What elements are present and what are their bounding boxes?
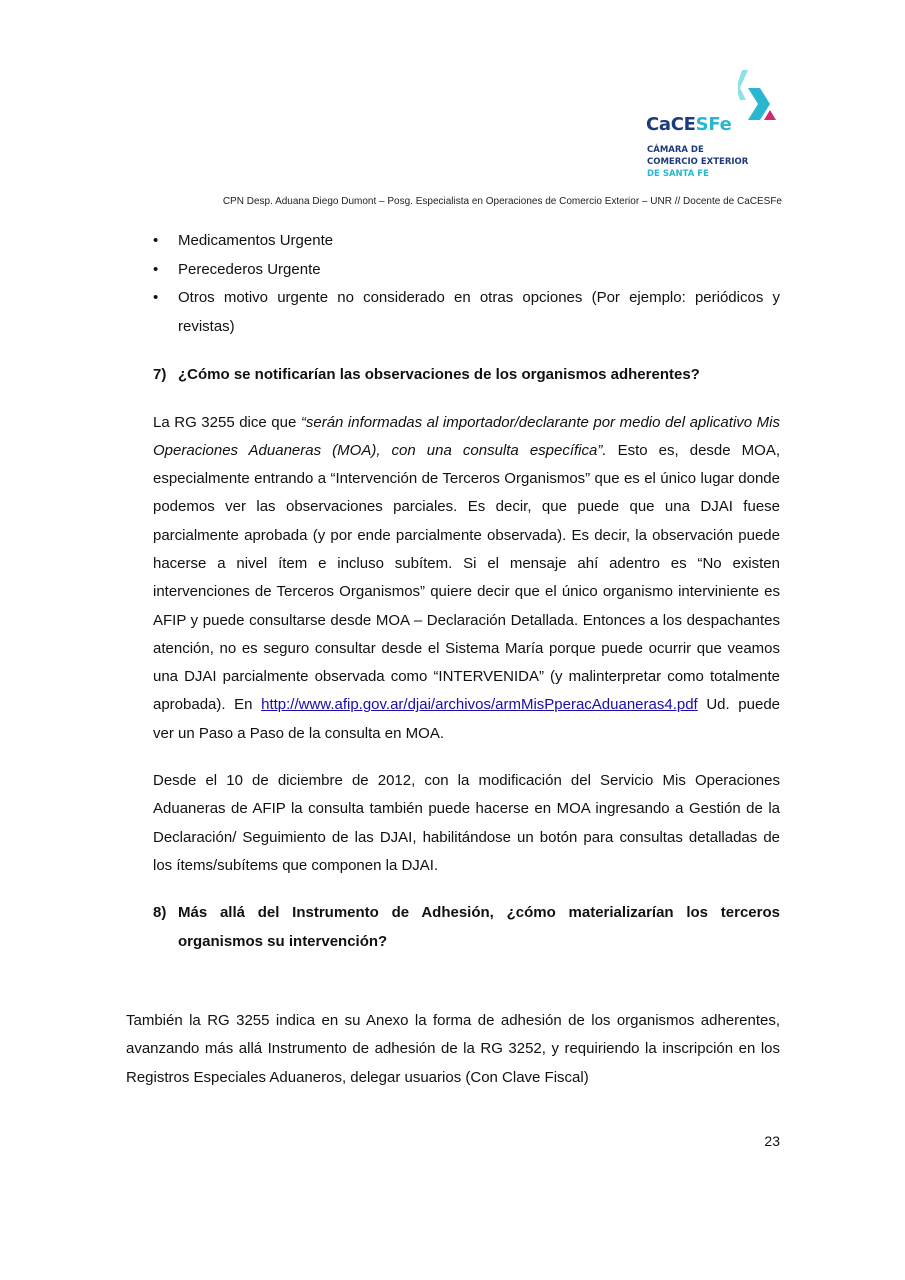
question-8-heading: 8) Más allá del Instrumento de Adhesión, ¿cómo materializarían los terceros organismos su intervención? (153, 904, 780, 950)
list-item: • Otros motivo urgente no considerado en otras opciones (Por ejemplo: periódicos y revistas) (153, 289, 780, 335)
question-7-heading: 7) ¿Cómo se notificarían las observaciones de los organismos adherentes? (153, 366, 700, 383)
logo-wordmark: CaCESFe (646, 114, 732, 135)
afip-moa-link[interactable]: http://www.afip.gov.ar/djai/archivos/armMisPperacAduaneras4.pdf (261, 696, 698, 714)
cacesfe-logo (646, 70, 786, 185)
main-content (153, 227, 780, 956)
chevron-logo-icon (738, 70, 782, 134)
page-number: 23 (764, 1133, 780, 1149)
paragraph-adhesion: También la RG 3255 indica en su Anexo la forma de adhesión de los organismos adherentes, avanzando más allá Instrumento de adhesión de la RG 3252, y requiriendo la inscripción en los Registros Especiales Aduaneros, delegar usuarios (Con Clave Fiscal) (126, 1012, 780, 1086)
quoted-text: “serán informadas al importador/declarante por medio del aplicativo Mis Operaciones Aduaneras (MOA), con una consulta específica”. (153, 413, 780, 459)
logo-subtitle: CÁMARA DE COMERCIO EXTERIOR DE SANTA FE (647, 145, 749, 179)
bullet-list (153, 227, 780, 341)
list-item: • Medicamentos Urgente (153, 232, 334, 249)
author-header: CPN Desp. Aduana Diego Dumont – Posg. Especialista en Operaciones de Comercio Exterior – UNR // Docente de CaCESFe (222, 196, 782, 207)
list-item: • Perecederos Urgente (153, 260, 321, 278)
paragraph-moa-update: Desde el 10 de diciembre de 2012, con la modificación del Servicio Mis Operaciones Aduaneras de AFIP la consulta también puede hacerse en MOA ingresando a Gestión de la Declaración/ Seguimiento de las DJAI, habilitándose un botón para consultas detalladas de los ítems/subítems que componen la DJAI. (153, 772, 780, 874)
paragraph-rg3255-notification: La RG 3255 dice que “serán informadas al importador/declarante por medio del aplicativo Mis Operaciones Aduaneras (MOA), con una consulta específica”. Esto es, desde MOA, especialmente entrando a “Intervención de Terceros Organismos” que es el único lugar donde podemos ver las observaciones parciales. Es decir, que puede que una DJAI fuese parcialmente aprobada (y por ende parcialmente observada). Es decir, la observación puede hacerse a nivel ítem e incluso subítem. Si el mensaje ahí adentro es “No existen intervenciones de Terceros Organismos” quiere decir que el único organismo interviniente es AFIP y puede consultarse desde MOA – Declaración Detallada. Entonces a los despachantes atención, no es seguro consultar desde el Sistema María porque puede ocurrir que veamos una DJAI parcialmente observada como “INTERVENIDA” (y malinterpretar como totalmente aprobada). En http://www.afip.gov.ar/djai/archivos/armMisPperacAduaneras4.pdf Ud. puede ver un Paso a Paso de la consulta en MOA. (153, 413, 781, 742)
